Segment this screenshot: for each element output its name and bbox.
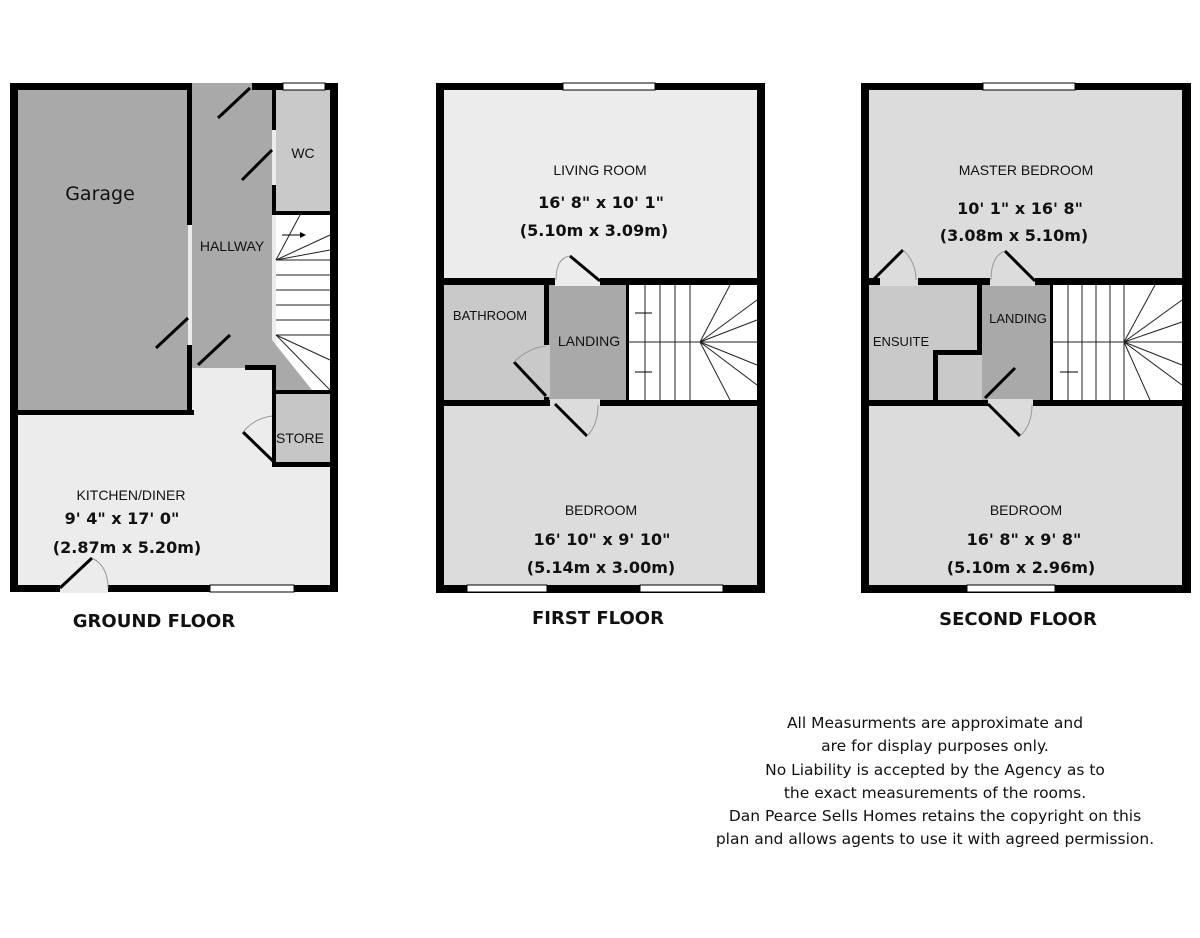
room-label-hallway: HALLWAY	[199, 238, 265, 254]
disclaimer-line: plan and allows agents to use it with agreed permission.	[715, 830, 1155, 849]
living-dimensions-imperial: 16' 8" x 10' 1"	[538, 193, 664, 212]
window	[283, 83, 325, 90]
room-label-store: STORE	[276, 430, 324, 446]
window	[210, 585, 294, 592]
garage-wall	[18, 410, 194, 415]
window	[967, 585, 1055, 592]
disclaimer-line: All Measurments are approximate and	[786, 714, 1084, 732]
hallway-room	[192, 90, 272, 368]
room-label-wc: WC	[291, 145, 315, 161]
room-label-bedroom: BEDROOM	[989, 502, 1063, 518]
master-bedroom	[869, 90, 1182, 278]
room-label-bedroom: BEDROOM	[564, 502, 638, 518]
bedroom-dimensions-metric: (5.14m x 3.00m)	[526, 558, 676, 577]
first-floor-plan	[436, 83, 765, 629]
bedroom-dimensions-imperial: 16' 10" x 9' 10"	[533, 530, 671, 549]
living-room	[444, 90, 757, 278]
second-floor-plan	[861, 83, 1191, 630]
disclaimer-line: are for display purposes only.	[821, 737, 1049, 756]
floor-title-ground: GROUND FLOOR	[72, 611, 236, 632]
disclaimer-line: Dan Pearce Sells Homes retains the copyright on this	[728, 807, 1142, 826]
disclaimer	[700, 712, 1170, 852]
bedroom-dimensions-metric: (5.10m x 2.96m)	[946, 558, 1096, 577]
master-dimensions-metric: (3.08m x 5.10m)	[939, 226, 1089, 245]
room-label-landing: LANDING	[557, 333, 621, 349]
disclaimer-line: the exact measurements of the rooms.	[783, 783, 1087, 802]
living-dimensions-metric: (5.10m x 3.09m)	[519, 221, 669, 240]
room-label-bathroom: BATHROOM	[452, 308, 528, 323]
room-label-master-bedroom: MASTER BEDROOM	[958, 162, 1094, 178]
garage-room	[18, 90, 188, 410]
window	[983, 83, 1075, 90]
master-dimensions-imperial: 10' 1" x 16' 8"	[957, 199, 1083, 218]
room-label-kitchen: KITCHEN/DINER	[76, 487, 186, 503]
kitchen-dimensions-imperial: 9' 4" x 17' 0"	[64, 509, 180, 528]
floor-title-second: SECOND FLOOR	[939, 609, 1097, 630]
window	[640, 585, 723, 592]
disclaimer-line: No Liability is accepted by the Agency as to	[765, 760, 1105, 779]
window	[563, 83, 655, 90]
window	[467, 585, 547, 592]
room-label-ensuite: ENSUITE	[872, 334, 930, 349]
room-label-living-room: LIVING ROOM	[553, 162, 647, 178]
room-label-garage: Garage	[65, 183, 135, 205]
store-room	[276, 394, 330, 462]
ground-floor-plan	[10, 83, 338, 632]
bathroom-room	[444, 285, 544, 400]
kitchen-dimensions-metric: (2.87m x 5.20m)	[52, 538, 202, 557]
bedroom-dimensions-imperial: 16' 8" x 9' 8"	[966, 530, 1082, 549]
second-landing	[982, 285, 1050, 400]
floor-title-first: FIRST FLOOR	[532, 608, 664, 629]
room-label-landing: LANDING	[989, 311, 1047, 326]
